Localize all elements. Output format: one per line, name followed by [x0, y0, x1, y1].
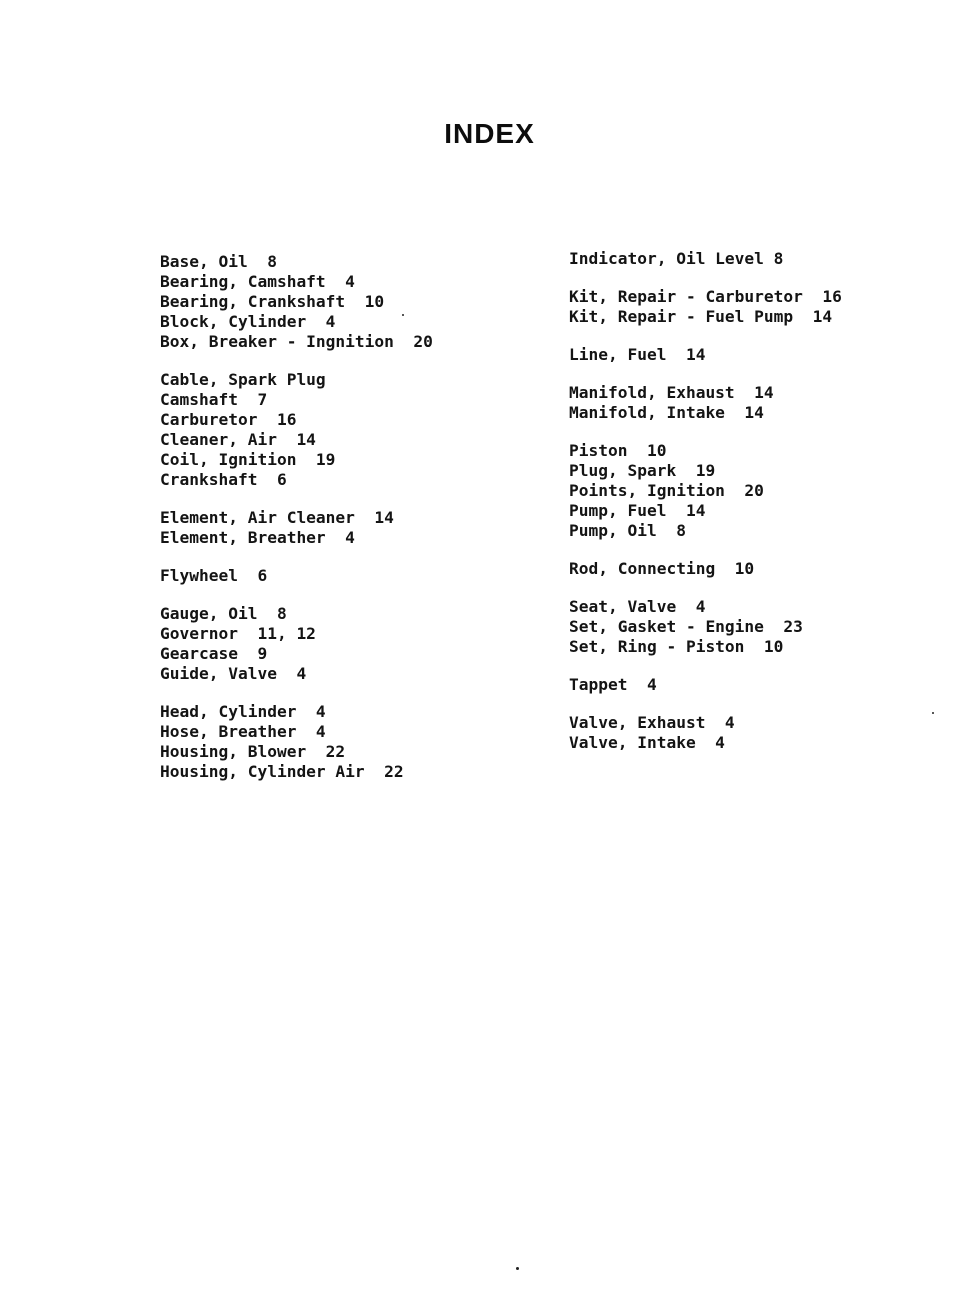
- index-entry: Kit, Repair - Carburetor 16: [569, 287, 842, 306]
- scan-speck: [402, 314, 404, 316]
- index-entry: Cleaner, Air 14: [160, 430, 316, 449]
- index-entry: Flywheel 6: [160, 566, 268, 585]
- index-entry: Pump, Oil 8: [569, 521, 686, 540]
- index-entry: Housing, Cylinder Air 22: [160, 762, 404, 781]
- index-entry: Manifold, Exhaust 14: [569, 383, 774, 402]
- index-entry: Guide, Valve 4: [160, 664, 307, 683]
- index-entry: Rod, Connecting 10: [569, 559, 755, 578]
- index-entry: Pump, Fuel 14: [569, 501, 706, 520]
- index-entry: Camshaft 7: [160, 390, 268, 409]
- index-group-r: [569, 559, 842, 579]
- index-group-t: [569, 675, 842, 695]
- index-entry: Hose, Breather 4: [160, 722, 326, 741]
- index-group-m: [569, 383, 842, 423]
- index-entry: Set, Gasket - Engine 23: [569, 617, 803, 636]
- index-group-l: [569, 345, 842, 365]
- index-entry: Gauge, Oil 8: [160, 604, 287, 623]
- index-entry: Block, Cylinder 4: [160, 312, 336, 331]
- index-group-i: [569, 249, 842, 269]
- index-entry: Points, Ignition 20: [569, 481, 764, 500]
- index-group-g: [160, 604, 433, 684]
- index-entry: Carburetor 16: [160, 410, 297, 429]
- scan-speck: [932, 712, 934, 714]
- index-entry: Line, Fuel 14: [569, 345, 706, 364]
- index-group-e: [160, 508, 433, 548]
- index-entry: Manifold, Intake 14: [569, 403, 764, 422]
- index-entry: Crankshaft 6: [160, 470, 287, 489]
- index-entry: Gearcase 9: [160, 644, 268, 663]
- index-group-s: [569, 597, 842, 657]
- index-group-c: [160, 370, 433, 490]
- index-entry: Kit, Repair - Fuel Pump 14: [569, 307, 833, 326]
- index-entry: Head, Cylinder 4: [160, 702, 326, 721]
- index-entry: Piston 10: [569, 441, 667, 460]
- index-entry: Valve, Exhaust 4: [569, 713, 735, 732]
- index-entry: Governor 11, 12: [160, 624, 316, 643]
- index-entry: Box, Breaker - Ingnition 20: [160, 332, 433, 351]
- index-group-h: [160, 702, 433, 782]
- index-column-left: [160, 252, 433, 800]
- index-entry: Cable, Spark Plug: [160, 370, 326, 389]
- index-entry: Bearing, Crankshaft 10: [160, 292, 385, 311]
- index-column-right: [569, 249, 842, 771]
- index-entry: Housing, Blower 22: [160, 742, 346, 761]
- index-entry: Tappet 4: [569, 675, 657, 694]
- index-entry: Indicator, Oil Level 8: [569, 249, 784, 268]
- index-entry: Element, Breather 4: [160, 528, 355, 547]
- scan-speck: [516, 1267, 519, 1270]
- index-entry: Base, Oil 8: [160, 252, 277, 271]
- index-group-k: [569, 287, 842, 327]
- index-group-p: [569, 441, 842, 541]
- index-group-v: [569, 713, 842, 753]
- index-entry: Valve, Intake 4: [569, 733, 725, 752]
- index-group-b: [160, 252, 433, 352]
- index-entry: Coil, Ignition 19: [160, 450, 336, 469]
- index-entry: Set, Ring - Piston 10: [569, 637, 784, 656]
- index-entry: Plug, Spark 19: [569, 461, 716, 480]
- index-entry: Seat, Valve 4: [569, 597, 706, 616]
- index-entry: Element, Air Cleaner 14: [160, 508, 394, 527]
- index-group-f: [160, 566, 433, 586]
- index-entry: Bearing, Camshaft 4: [160, 272, 355, 291]
- page-title: INDEX: [444, 118, 535, 149]
